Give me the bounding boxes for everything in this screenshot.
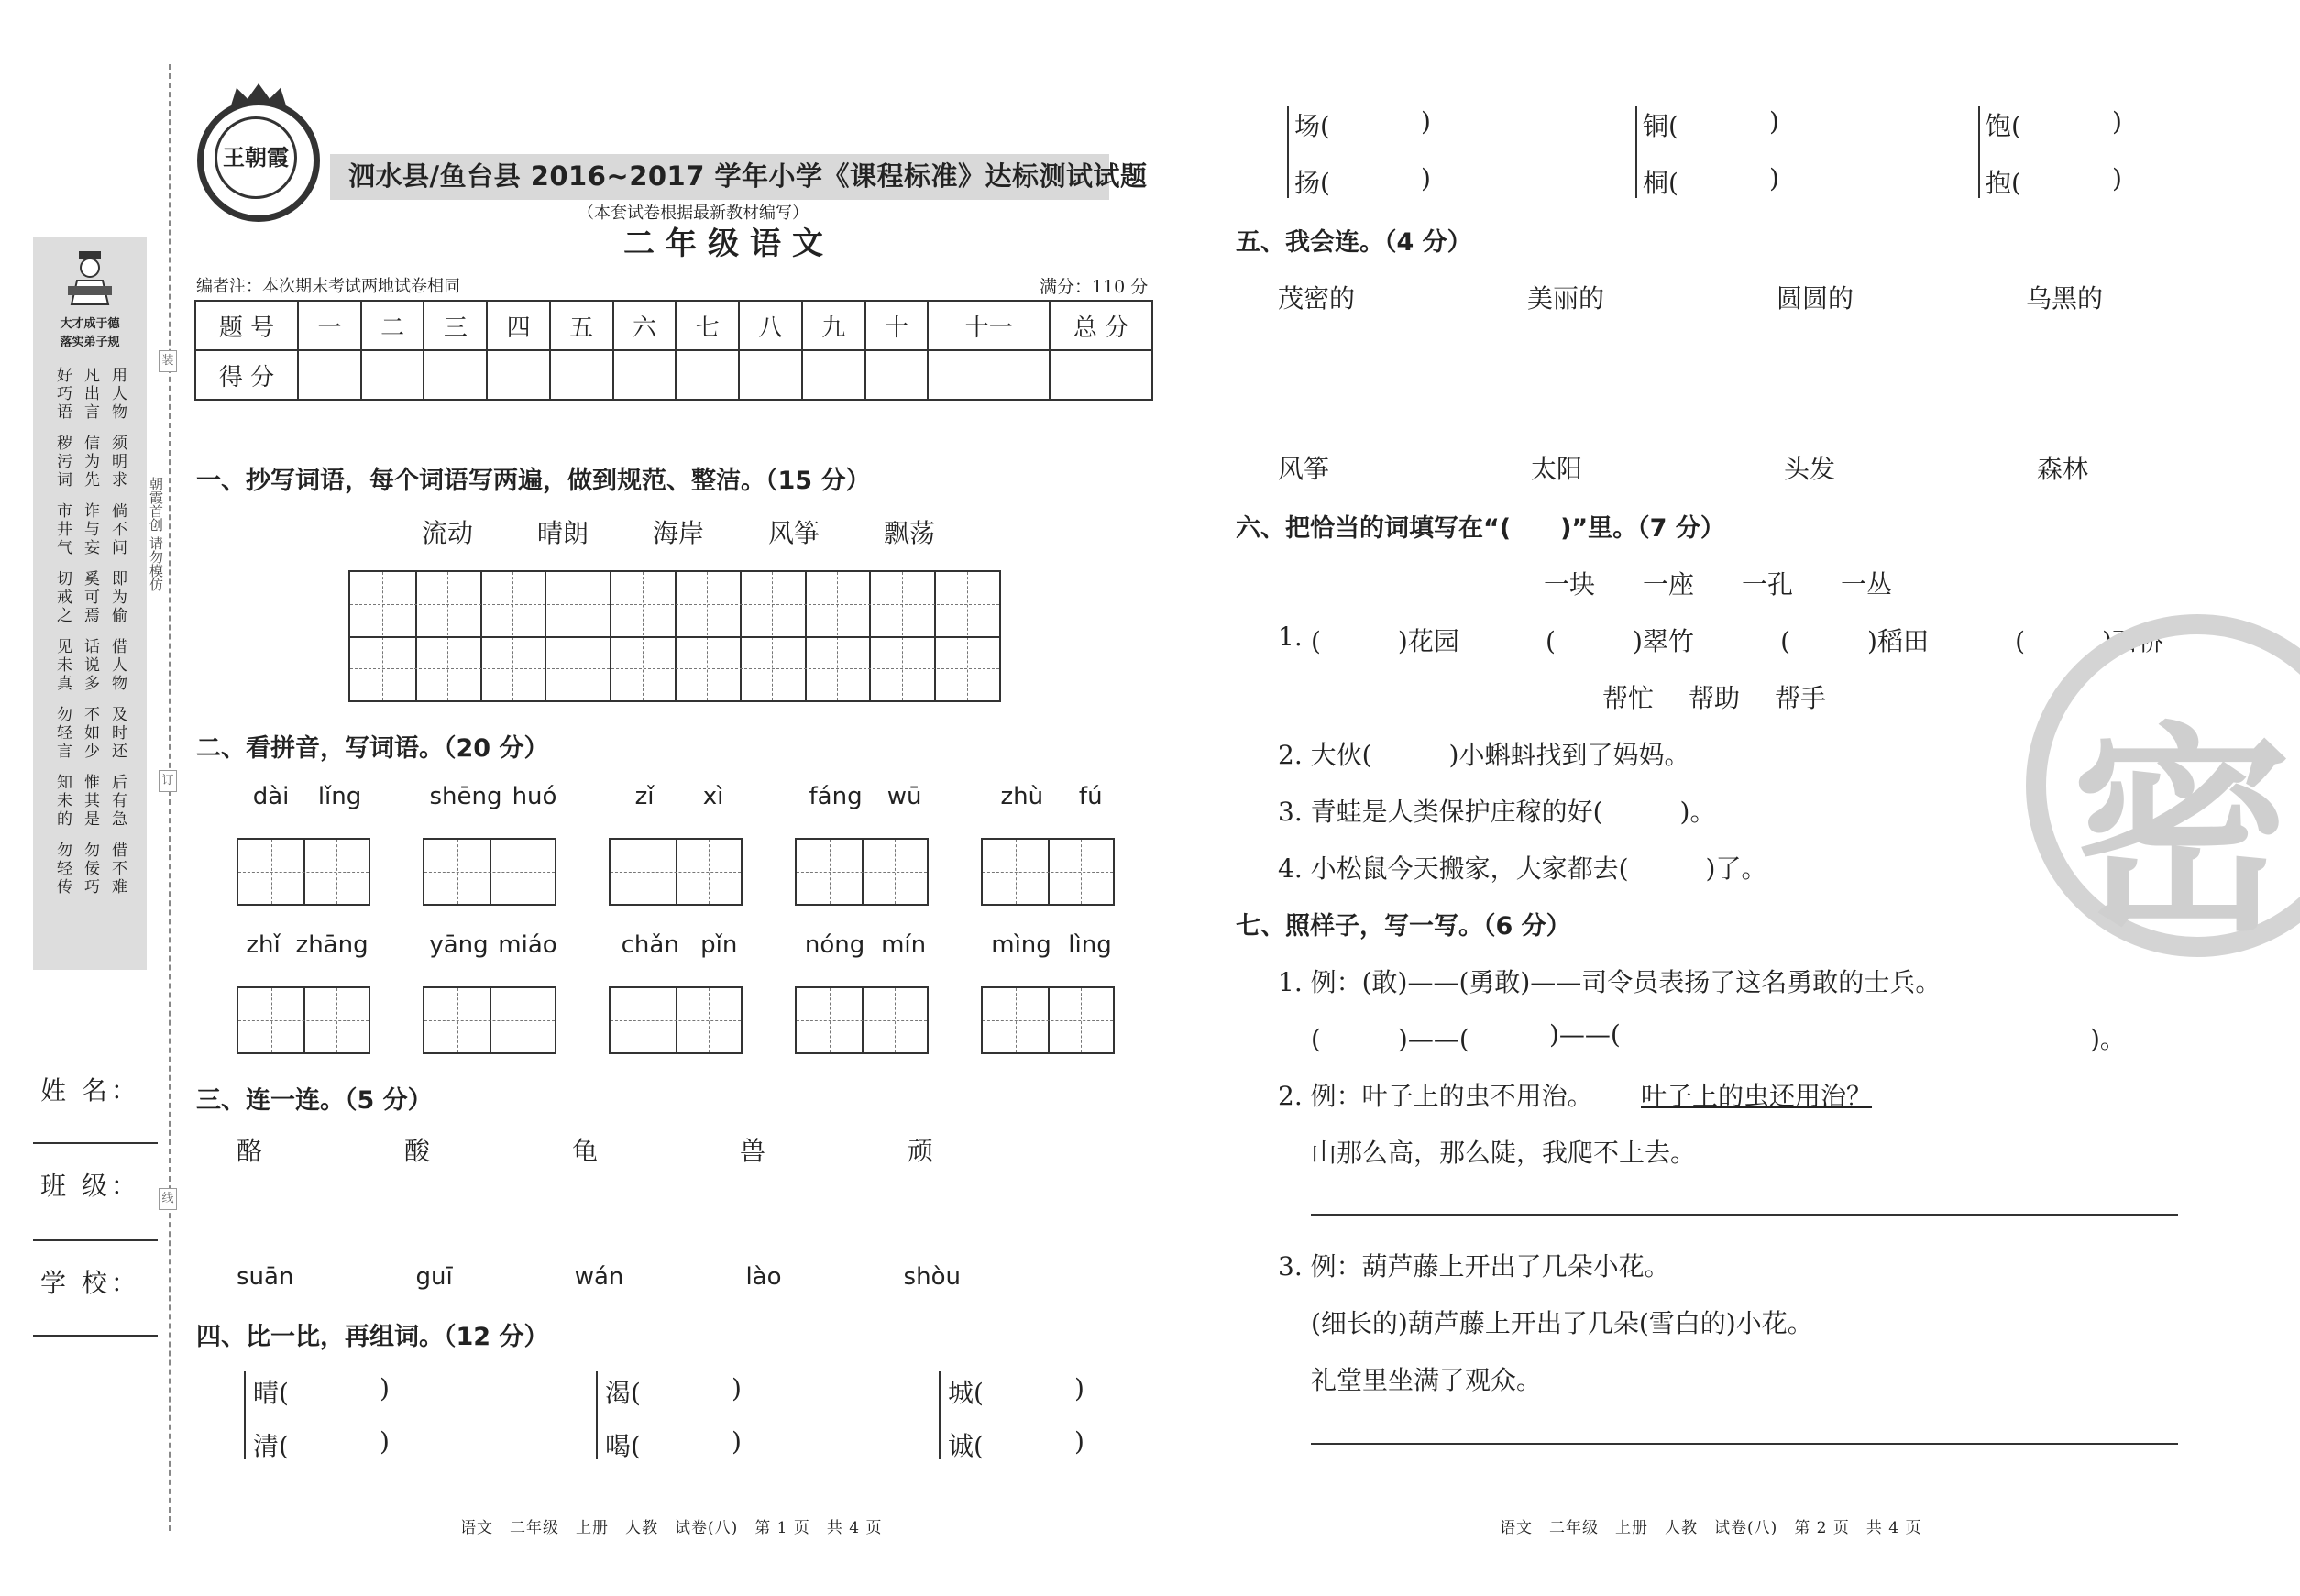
score-table-score-row — [195, 350, 1152, 400]
score-table-header-cell: 题 号 — [195, 301, 298, 350]
score-cell[interactable] — [928, 350, 1050, 400]
help-word-bank — [1602, 678, 1826, 715]
exam-title: 泗水县/鱼台县 2016~2017 学年小学《课程标准》达标测试试题 — [348, 160, 1148, 192]
verse-column: 好巧语 — [53, 367, 72, 422]
compare-close-paren: ) — [380, 1373, 390, 1403]
match-pinyin[interactable]: guī — [415, 1263, 453, 1291]
pinyin-syllable: xì — [702, 783, 724, 810]
compare-bracket — [1635, 106, 1637, 198]
score-cell[interactable] — [298, 350, 361, 400]
q1-items — [1311, 622, 2163, 658]
compare-close-paren: ) — [1421, 163, 1431, 193]
score-table — [194, 300, 1153, 401]
exam-subtitle: （本套试卷根据最新教材编写） — [578, 204, 809, 223]
section-3-chars — [237, 1131, 933, 1168]
measure-word: 一孔 — [1741, 569, 1793, 600]
compare-close-paren: ) — [1769, 163, 1779, 193]
score-table-header-cell: 五 — [550, 301, 613, 350]
match-pinyin[interactable]: wán — [574, 1263, 624, 1291]
verse-group — [51, 570, 128, 625]
compare-close-paren: ) — [1074, 1426, 1084, 1457]
noun[interactable]: 风筝 — [1278, 454, 1330, 484]
section-5-adjectives — [1278, 279, 2103, 315]
score-cell[interactable] — [865, 350, 929, 400]
section-7-heading: 七、照样子，写一写。（6 分） — [1236, 912, 1571, 941]
fill-blank-item[interactable]: ( )稻田 — [1780, 626, 1929, 656]
sidebar-motto-panel — [33, 237, 147, 970]
copy-word: 晴朗 — [536, 518, 589, 548]
compare-char[interactable]: 喝( — [605, 1431, 641, 1461]
q4-sentence[interactable]: 4. 小松鼠今天搬家，大家都去( )了。 — [1278, 853, 1767, 884]
verse-column: 勿轻言 — [53, 706, 72, 761]
confidential-stamp-char: 密 — [2072, 704, 2293, 961]
score-cell[interactable] — [802, 350, 865, 400]
compare-char[interactable]: 饱( — [1986, 111, 2021, 141]
section-5-heading: 五、我会连。（4 分） — [1236, 228, 1472, 257]
compare-char[interactable]: 诚( — [948, 1431, 984, 1461]
school-field[interactable] — [33, 1335, 158, 1337]
verse-column: 用人物 — [108, 367, 127, 422]
motto-line-2: 落实弟子规 — [60, 336, 120, 349]
pinyin-syllable: zhǐ — [246, 931, 281, 959]
example-3-task: 礼堂里坐满了观众。 — [1311, 1365, 1543, 1395]
compare-bracket — [596, 1371, 598, 1459]
character-writing-box[interactable] — [423, 838, 556, 906]
example-1-blank-end: )。 — [2090, 1024, 2126, 1054]
compare-char[interactable]: 清( — [253, 1431, 289, 1461]
character-writing-box[interactable] — [795, 838, 929, 906]
pinyin-syllable: nóng — [804, 931, 865, 959]
example-3-sample: (细长的)葫芦藤上开出了几朵(雪白的)小花。 — [1311, 1308, 1813, 1338]
character-writing-box[interactable] — [609, 838, 743, 906]
example-1-blank-b[interactable]: )——( — [1549, 1019, 1621, 1050]
section-2-heading: 二、看拼音，写词语。（20 分） — [196, 734, 549, 763]
motto-line-1: 大才成于德 — [60, 317, 120, 331]
pinyin-prompt — [797, 931, 934, 959]
copy-writing-grid[interactable] — [348, 570, 1001, 702]
pinyin-prompt — [424, 783, 562, 810]
help-word: 帮助 — [1688, 683, 1740, 713]
fill-blank-item[interactable]: ( )石桥 — [2015, 626, 2163, 656]
pinyin-syllable: fáng — [809, 783, 863, 810]
section-6-heading: 六、把恰当的词填写在“( )”里。（7 分） — [1236, 514, 1725, 543]
pinyin-prompt — [797, 783, 934, 810]
score-table-header-cell: 十 — [865, 301, 929, 350]
measure-word: 一丛 — [1840, 569, 1892, 600]
verse-column: 惟其是 — [81, 774, 99, 829]
pinyin-syllable: zǐ — [634, 783, 655, 810]
compare-char[interactable]: 晴( — [253, 1378, 289, 1408]
match-char[interactable]: 酸 — [403, 1136, 430, 1166]
verse-group — [51, 774, 128, 829]
verse-column: 诈与妄 — [81, 502, 99, 557]
verse-column: 信为先 — [81, 435, 99, 490]
pinyin-syllable: dài — [252, 783, 290, 810]
pinyin-syllable: wū — [886, 783, 922, 810]
compare-bracket — [244, 1371, 246, 1459]
score-table-header-cell: 十一 — [928, 301, 1050, 350]
measure-word: 一座 — [1642, 569, 1694, 600]
q2-sentence[interactable]: 2. 大伙( )小蝌蚪找到了妈妈。 — [1278, 740, 1690, 770]
pinyin-syllable: mín — [881, 931, 927, 959]
copy-word: 风筝 — [767, 518, 820, 548]
pinyin-syllable: miáo — [498, 931, 557, 959]
score-cell[interactable] — [361, 350, 424, 400]
character-writing-box[interactable] — [237, 986, 370, 1054]
example-2-label: 2. 例：叶子上的虫不用治。 — [1278, 1081, 1593, 1111]
pinyin-syllable: zhāng — [295, 931, 369, 959]
answer-line-3[interactable] — [1311, 1443, 2178, 1445]
pinyin-syllable: lǐng — [317, 783, 362, 810]
pinyin-syllable: zhù — [1000, 783, 1044, 810]
match-char[interactable]: 兽 — [739, 1136, 765, 1166]
compare-close-paren: ) — [2112, 163, 2122, 193]
compare-bracket — [1287, 106, 1289, 198]
example-1: 1. 例：(敢)——(勇敢)——司令员表扬了这名勇敢的士兵。 — [1278, 967, 1942, 997]
verse-column: 后有急 — [108, 774, 127, 829]
verse-column: 倘不问 — [108, 502, 127, 557]
copy-word: 海岸 — [652, 518, 704, 548]
verse-column: 凡出言 — [81, 367, 99, 422]
verse-column: 即为偷 — [108, 570, 127, 625]
score-table-header-row — [195, 301, 1152, 350]
binding-line — [169, 64, 171, 1531]
compare-char[interactable]: 渴( — [605, 1378, 641, 1408]
verse-column: 知未的 — [53, 774, 72, 829]
pinyin-prompt — [611, 783, 748, 810]
verse-column: 不如少 — [81, 706, 99, 761]
compare-char[interactable]: 场( — [1294, 111, 1330, 141]
adjective[interactable]: 圆圆的 — [1776, 283, 1854, 314]
adjective[interactable]: 美丽的 — [1526, 283, 1604, 314]
verse-column: 话说多 — [81, 638, 99, 693]
help-word: 帮手 — [1774, 683, 1826, 713]
compare-close-paren: ) — [732, 1426, 742, 1457]
section-1-words — [422, 513, 935, 550]
help-word: 帮忙 — [1602, 683, 1655, 713]
character-writing-box[interactable] — [609, 986, 743, 1054]
brand-logo — [197, 99, 320, 222]
verse-group — [51, 842, 128, 897]
verse-group — [51, 367, 128, 422]
score-table-header-cell: 四 — [487, 301, 550, 350]
compare-close-paren: ) — [2112, 106, 2122, 137]
verse-column: 须明求 — [108, 435, 127, 490]
example-2-answer: 叶子上的虫还用治？ — [1641, 1081, 1873, 1111]
character-writing-box[interactable] — [237, 838, 370, 906]
example-1-blank-a[interactable]: ( )——( — [1311, 1024, 1469, 1054]
example-2-task: 山那么高，那么陡，我爬不上去。 — [1311, 1138, 1697, 1168]
footer-right: 语文 二年级 上册 人教 试卷(八) 第 2 页 共 4 页 — [1500, 1519, 1922, 1537]
fill-blank-item[interactable]: ( )翠竹 — [1546, 626, 1694, 656]
measure-word: 一块 — [1544, 569, 1596, 600]
compare-char[interactable]: 城( — [948, 1378, 984, 1408]
school-label: 学 校： — [40, 1268, 140, 1298]
footer-left: 语文 二年级 上册 人教 试卷(八) 第 1 页 共 4 页 — [460, 1519, 883, 1537]
character-writing-box[interactable] — [981, 986, 1115, 1054]
verse-column: 借不难 — [108, 842, 127, 897]
noun[interactable]: 森林 — [2036, 454, 2088, 484]
q3-sentence[interactable]: 3. 青蛙是人类保护庄稼的好( )。 — [1278, 797, 1716, 827]
name-field[interactable] — [33, 1142, 158, 1144]
noun[interactable]: 太阳 — [1530, 454, 1582, 484]
compare-char[interactable]: 铜( — [1643, 111, 1678, 141]
character-writing-box[interactable] — [423, 986, 556, 1054]
q1-label: 1. — [1278, 622, 1303, 652]
pinyin-syllable: shēng — [429, 783, 502, 810]
score-cell[interactable] — [613, 350, 677, 400]
adjective[interactable]: 茂密的 — [1278, 283, 1356, 314]
pinyin-prompt — [611, 931, 748, 959]
verse-column: 切戒之 — [53, 570, 72, 625]
name-label: 姓 名： — [40, 1075, 140, 1106]
verse-group — [51, 435, 128, 490]
pinyin-prompt — [983, 783, 1120, 810]
verse-column: 及时还 — [108, 706, 127, 761]
verse-group — [51, 638, 128, 693]
section-1-heading: 一、抄写词语，每个词语写两遍，做到规范、整洁。（15 分） — [196, 467, 871, 495]
verse-column: 勿轻传 — [53, 842, 72, 897]
full-score: 满分：110 分 — [1040, 277, 1149, 297]
score-cell[interactable] — [676, 350, 739, 400]
character-writing-box[interactable] — [795, 986, 929, 1054]
section-4-heading: 四、比一比，再组词。（12 分） — [196, 1323, 549, 1351]
compare-char[interactable]: 抱( — [1986, 168, 2021, 198]
compare-close-paren: ) — [1074, 1373, 1084, 1403]
compare-char[interactable]: 扬( — [1294, 168, 1330, 198]
compare-close-paren: ) — [1421, 106, 1431, 137]
margin-note: 朝霞首创 请勿模仿 — [148, 477, 164, 591]
section-5-nouns — [1278, 449, 2088, 486]
pinyin-syllable: lìng — [1068, 931, 1112, 959]
grade-subject: 二年级语文 — [623, 226, 834, 262]
class-label: 班 级： — [40, 1171, 140, 1201]
pinyin-prompt — [238, 783, 376, 810]
copy-word: 流动 — [422, 518, 474, 548]
class-field[interactable] — [33, 1239, 158, 1241]
measure-word-bank — [1544, 565, 1892, 601]
pinyin-syllable: chǎn — [621, 931, 679, 959]
section-3-heading: 三、连一连。（5 分） — [196, 1086, 433, 1115]
verse-column: 奚可焉 — [81, 570, 99, 625]
verse-columns — [51, 367, 136, 909]
score-cell[interactable] — [550, 350, 613, 400]
compare-bracket — [939, 1371, 941, 1459]
match-char[interactable]: 酪 — [237, 1136, 263, 1166]
score-table-header-cell: 二 — [361, 301, 424, 350]
match-char[interactable]: 龟 — [571, 1136, 598, 1166]
pinyin-prompt — [983, 931, 1120, 959]
binding-box-2: 订 — [159, 770, 177, 792]
pinyin-syllable: fú — [1078, 783, 1103, 810]
scholar-icon — [64, 249, 116, 310]
verse-group — [51, 502, 128, 557]
verse-column: 市井气 — [53, 502, 72, 557]
binding-box-3: 线 — [159, 1188, 177, 1210]
score-table-header-cell: 九 — [802, 301, 865, 350]
example-3: 3. 例：葫芦藤上开出了几朵小花。 — [1278, 1251, 1670, 1282]
fill-blank-item[interactable]: ( )花园 — [1311, 626, 1459, 656]
score-table-header-cell: 三 — [424, 301, 487, 350]
verse-column: 勿佞巧 — [81, 842, 99, 897]
score-cell[interactable] — [739, 350, 802, 400]
copy-word: 飘荡 — [883, 518, 935, 548]
answer-line-2[interactable] — [1311, 1214, 2178, 1216]
score-table-header-cell: 六 — [613, 301, 677, 350]
score-table-row-label: 得 分 — [195, 350, 298, 400]
section-3-pinyin — [237, 1263, 961, 1291]
compare-close-paren: ) — [1769, 106, 1779, 137]
match-pinyin[interactable]: lào — [745, 1263, 782, 1291]
score-table-header-cell: 七 — [676, 301, 739, 350]
match-pinyin[interactable]: shòu — [903, 1263, 961, 1291]
compare-close-paren: ) — [732, 1373, 742, 1403]
verse-column: 借人物 — [108, 638, 127, 693]
score-cell[interactable] — [487, 350, 550, 400]
compare-bracket — [1978, 106, 1980, 198]
binding-box-1: 装 — [159, 350, 177, 372]
match-char[interactable]: 顽 — [907, 1136, 933, 1166]
score-table-header-cell: 一 — [298, 301, 361, 350]
pinyin-syllable: pǐn — [700, 931, 738, 959]
pinyin-syllable: huó — [512, 783, 557, 810]
pinyin-prompt — [424, 931, 562, 959]
compare-char[interactable]: 桐( — [1643, 168, 1678, 198]
score-cell[interactable] — [424, 350, 487, 400]
noun[interactable]: 头发 — [1783, 454, 1835, 484]
score-table-header-cell: 总 分 — [1050, 301, 1152, 350]
verse-column: 秽污词 — [53, 435, 72, 490]
verse-column: 见未真 — [53, 638, 72, 693]
pinyin-syllable: yāng — [429, 931, 489, 959]
adjective[interactable]: 乌黑的 — [2025, 283, 2103, 314]
score-cell[interactable] — [1050, 350, 1152, 400]
character-writing-box[interactable] — [981, 838, 1115, 906]
score-table-header-cell: 八 — [739, 301, 802, 350]
motto — [37, 315, 143, 352]
verse-group — [51, 706, 128, 761]
logo-text: 王朝霞 — [215, 116, 297, 199]
compare-close-paren: ) — [380, 1426, 390, 1457]
match-pinyin[interactable]: suān — [237, 1263, 294, 1291]
editor-note: 编者注：本次期末考试两地试卷相同 — [196, 277, 460, 296]
pinyin-prompt — [238, 931, 376, 959]
pinyin-syllable: mìng — [991, 931, 1051, 959]
